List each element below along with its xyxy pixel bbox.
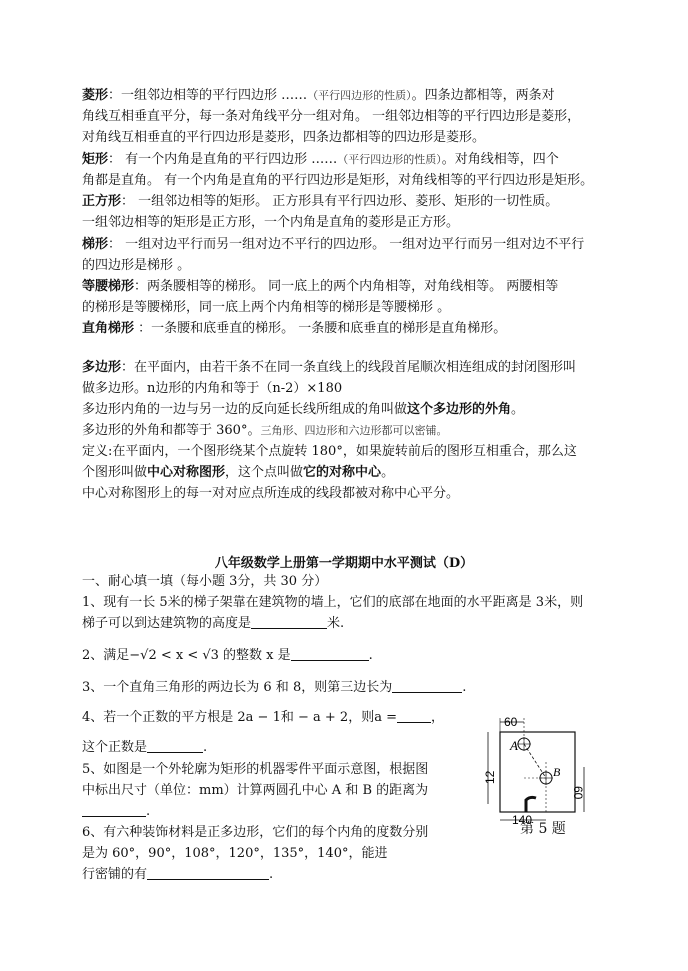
answer-blank-5[interactable] xyxy=(82,803,146,817)
question-3: 3、一个直角三角形的两边长为 6 和 8，则第三边长为 . xyxy=(82,680,467,695)
polygon-line-1: 多边形：在平面内，由若干条不在同一条直线上的线段首尾顺次相连组成的封闭图形叫 xyxy=(82,360,577,375)
rectangle-line-1: 矩形： 有一个内角是直角的平行四边形 ……（平行四边形的性质）。对角线相等，四个 xyxy=(82,152,559,167)
polygon-line-3: 多边形内角的一边与另一边的反向延长线所组成的角叫做这个多边形的外角。 xyxy=(82,402,525,417)
test-title: 八年级数学上册第一学期期中水平测试（D） xyxy=(214,556,474,571)
question-1-line-1: 1、现有一长 5米的梯子架靠在建筑物的墙上，它们的底部在地面的水平距离是 3米，则 xyxy=(82,595,584,610)
rhombus-line-3: 对角线互相垂直的平行四边形是菱形，四条边都相等的四边形是菱形。 xyxy=(82,130,486,145)
figure-caption: 第 5 题 xyxy=(520,821,566,837)
trapezoid-term: 梯形 xyxy=(82,237,109,252)
question-6-line-2: 是为 60°，90°，108°，120°，135°，140°，能进 xyxy=(82,846,388,861)
question-1-line-2: 梯子可以到达建筑物的高度是 米. xyxy=(82,616,345,631)
rectangle-term: 矩形 xyxy=(82,152,109,167)
isosceles-line-1: 等腰梯形：两条腰相等的梯形。 同一底上的两个内角相等，对角线相等。 两腰相等 xyxy=(82,279,559,294)
question-4-line-2: 这个正数是 . xyxy=(82,740,208,755)
answer-blank-4a[interactable] xyxy=(397,709,431,723)
notch-mark xyxy=(526,797,536,812)
point-a-label: A xyxy=(510,738,518,753)
question-5-line-1: 5、如图是一个外轮廓为矩形的机器零件平面示意图，根据图 xyxy=(82,762,429,777)
square-line-2: 一组邻边相等的矩形是正方形，一个内角是直角的菱形是正方形。 xyxy=(82,215,460,230)
dim-bottom-label: 140 xyxy=(512,813,533,827)
polygon-line-6: 个图形叫做中心对称图形，这个点叫做它的对称中心。 xyxy=(82,465,395,480)
polygon-line-7: 中心对称图形上的每一对对应点所连成的线段都被对称中心平分。 xyxy=(82,486,460,501)
question-5-line-2: 中标出尺寸（单位：mm）计算两圆孔中心 A 和 B 的距离为 xyxy=(82,783,429,798)
question-6-line-1: 6、有六种装饰材料是正多边形，它们的每个内角的度数分别 xyxy=(82,825,429,840)
right-trapezoid-line: 直角梯形 ：一条腰和底垂直的梯形。 一条腰和底垂直的梯形是直角梯形。 xyxy=(82,321,507,336)
square-line-1: 正方形： 一组邻边相等的矩形。 正方形具有平行四边形、菱形、矩形的一切性质。 xyxy=(82,194,559,209)
rectangle-line-2: 角都是直角。 有一个内角是直角的平行四边形是矩形，对角线相等的平行四边形是矩形。 xyxy=(82,173,594,188)
trapezoid-line-2: 的四边形是梯形 。 xyxy=(82,258,191,273)
trapezoid-line-1: 梯形： 一组对边平行而另一组对边不平行的四边形。 一组对边平行而另一组对边不平行 xyxy=(82,237,585,252)
answer-blank-1[interactable] xyxy=(251,615,327,629)
section-heading: 一、耐心填一填（每小题 3分，共 30 分） xyxy=(82,574,328,589)
rhombus-term: 菱形 xyxy=(82,88,109,103)
answer-blank-6[interactable] xyxy=(147,866,269,880)
answer-blank-3[interactable] xyxy=(392,679,462,693)
dim-right-label: 60 xyxy=(571,786,585,800)
question-6-line-3: 行密铺的有 . xyxy=(82,867,274,882)
question-4-line-1: 4、若一个正数的平方根是 2a − 1和 − a + 2，则a = ， xyxy=(82,710,444,725)
isosceles-term: 等腰梯形 xyxy=(82,279,135,294)
question-5-line-3: . xyxy=(82,802,150,821)
square-term: 正方形 xyxy=(82,194,122,209)
polygon-line-2: 做多边形。n边形的内角和等于（n-2）×180 xyxy=(82,381,343,396)
isosceles-line-2: 的梯形是等腰梯形，同一底上两个内角相等的梯形是等腰梯形 。 xyxy=(82,300,451,315)
dim-top-label: 60 xyxy=(504,715,518,729)
dim-left-label: 12 xyxy=(483,770,497,784)
right-trapezoid-term: 直角梯形 xyxy=(82,321,135,336)
polygon-line-4: 多边形的外角和都等于 360°。三角形、四边形和六边形都可以密铺。 xyxy=(82,423,448,438)
polygon-line-5: 定义:在平面内，一个图形绕某个点旋转 180°，如果旋转前后的图形互相重合，那么这 xyxy=(82,444,577,459)
polygon-term: 多边形 xyxy=(82,360,122,375)
rhombus-line-2: 角线互相垂直平分，每一条对角线平分一组对角。 一组邻边相等的平行四边形是菱形， xyxy=(82,109,581,124)
point-b-label: B xyxy=(553,765,561,779)
question-2: 2、满足−√2 < x < √3 的整数 x 是 . xyxy=(82,648,373,663)
rhombus-line-1: 菱形：一组邻边相等的平行四边形 ……（平行四边形的性质）。四条边都相等，两条对 xyxy=(82,88,555,103)
answer-blank-4b[interactable] xyxy=(147,739,203,753)
answer-blank-2[interactable] xyxy=(291,647,369,661)
